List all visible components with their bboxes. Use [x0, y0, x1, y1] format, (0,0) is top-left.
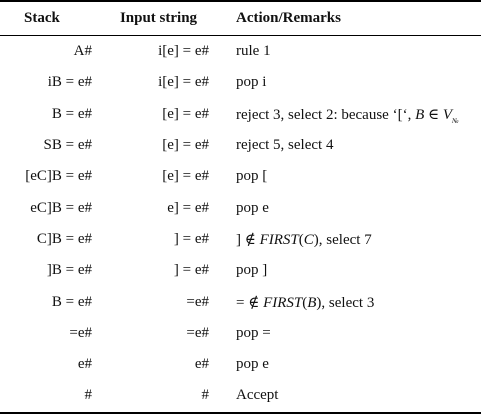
- input-cell: =e#: [186, 324, 209, 341]
- action-cell: [209, 105, 481, 124]
- action-cell: ] ∉ FIRST(C), select 7: [236, 231, 372, 248]
- action-cell: = ∉ FIRST(B), select 3: [236, 294, 375, 311]
- action-subscript: №: [452, 116, 459, 125]
- stack-cell: [eC]B = e#: [25, 168, 92, 185]
- table-row: [0, 349, 481, 380]
- table-row: [0, 99, 481, 130]
- stack-cell: B = e#: [51, 293, 92, 310]
- input-cell: i[e] = e#: [158, 43, 209, 60]
- action-cell: pop ]: [236, 262, 268, 279]
- stack-cell: SB = e#: [43, 137, 92, 154]
- action-variable: B: [415, 106, 425, 123]
- stack-cell: C]B = e#: [36, 230, 92, 247]
- action-text-end: , select 3: [321, 294, 375, 311]
- input-cell: e#: [194, 356, 209, 373]
- table-row: [0, 380, 481, 411]
- table-row: [0, 286, 481, 317]
- header-input-string: Input string: [119, 10, 198, 26]
- stack-cell: eC]B = e#: [30, 199, 92, 216]
- action-set: V: [442, 106, 453, 123]
- input-cell: i[e] = e#: [158, 74, 209, 91]
- input-cell: #: [201, 387, 209, 404]
- table-row: [0, 255, 481, 286]
- action-cell: pop i: [236, 74, 267, 91]
- table-header: [0, 2, 481, 36]
- action-cell: rule 1: [236, 43, 271, 60]
- table-row: [0, 161, 481, 192]
- stack-cell: #: [84, 387, 92, 404]
- action-text: = ∉: [236, 294, 264, 311]
- table-row: [0, 224, 481, 255]
- stack-cell: B = e#: [51, 105, 92, 122]
- action-cell: reject 5, select 4: [236, 137, 334, 154]
- input-cell: e] = e#: [167, 199, 209, 216]
- action-cell: pop [: [236, 168, 268, 185]
- stack-cell: =e#: [69, 324, 92, 341]
- table-row: [0, 192, 481, 223]
- table-row: [0, 67, 481, 98]
- action-argument: C: [303, 231, 314, 248]
- input-cell: =e#: [186, 293, 209, 310]
- input-cell: ] = e#: [173, 230, 209, 247]
- table-row: [0, 36, 481, 67]
- table-row: [0, 130, 481, 161]
- table-row: [0, 318, 481, 349]
- action-cell: pop e: [236, 356, 269, 373]
- header-stack: Stack: [24, 10, 60, 26]
- header-action-remarks: Action/Remarks: [236, 10, 341, 26]
- action-cell: Accept: [236, 387, 279, 404]
- stack-cell: ]B = e#: [46, 262, 92, 279]
- stack-cell: iB = e#: [47, 74, 92, 91]
- input-cell: [e] = e#: [162, 105, 209, 122]
- action-function: FIRST: [259, 231, 299, 248]
- action-text: reject 3, select 2: because ‘[‘,: [236, 106, 416, 123]
- action-cell: pop =: [236, 324, 271, 341]
- input-cell: [e] = e#: [162, 168, 209, 185]
- stack-cell: A#: [73, 43, 92, 60]
- action-argument: B: [307, 294, 317, 311]
- action-text-end: , select 7: [318, 231, 372, 248]
- action-cell: pop e: [236, 199, 269, 216]
- input-cell: [e] = e#: [162, 137, 209, 154]
- stack-cell: e#: [77, 356, 92, 373]
- input-cell: ] = e#: [173, 262, 209, 279]
- action-function: FIRST: [263, 294, 303, 311]
- action-symbol: ∈: [424, 106, 443, 123]
- action-text: ] ∉: [236, 231, 260, 248]
